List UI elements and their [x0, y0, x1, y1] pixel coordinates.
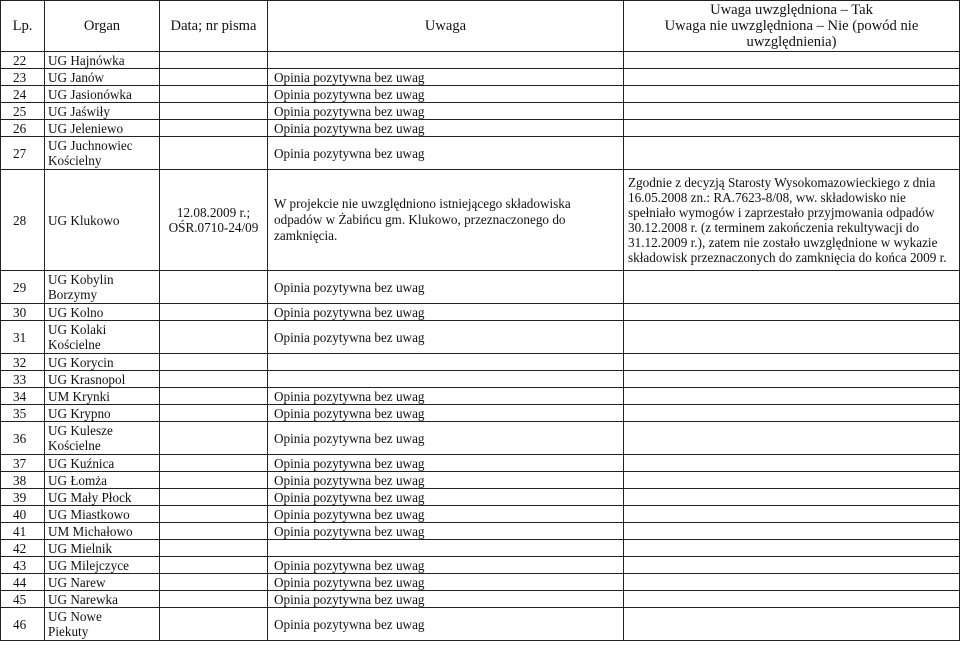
table-row — [1, 354, 960, 371]
cell-lp: 44 — [1, 574, 45, 591]
cell-decision — [624, 388, 960, 405]
cell-data — [160, 271, 268, 304]
cell-uwaga: Opinia pozytywna bez uwag — [268, 405, 624, 422]
cell-data — [160, 354, 268, 371]
cell-uwaga: Opinia pozytywna bez uwag — [268, 422, 624, 455]
cell-uwaga: Opinia pozytywna bez uwag — [268, 574, 624, 591]
cell-data — [160, 69, 268, 86]
cell-lp: 30 — [1, 304, 45, 321]
cell-lp: 35 — [1, 405, 45, 422]
cell-data — [160, 52, 268, 69]
header-decision-line1: Uwaga uwzględniona – Tak — [710, 2, 873, 18]
table-body — [1, 52, 960, 641]
cell-decision — [624, 321, 960, 354]
table-row — [1, 170, 960, 271]
cell-decision — [624, 557, 960, 574]
table-row — [1, 321, 960, 354]
cell-uwaga: Opinia pozytywna bez uwag — [268, 69, 624, 86]
cell-decision — [624, 489, 960, 506]
data-line2: OŚR.0710-24/09 — [168, 220, 259, 235]
table-row — [1, 557, 960, 574]
cell-data — [160, 120, 268, 137]
header-row — [1, 1, 960, 52]
table-row — [1, 271, 960, 304]
cell-uwaga: Opinia pozytywna bez uwag — [268, 591, 624, 608]
table-row — [1, 591, 960, 608]
cell-uwaga: Opinia pozytywna bez uwag — [268, 271, 624, 304]
cell-organ: UG Kuźnica — [45, 455, 160, 472]
header-data: Data; nr pisma — [160, 1, 268, 52]
table-row — [1, 371, 960, 388]
cell-data — [160, 455, 268, 472]
table-row — [1, 523, 960, 540]
cell-decision — [624, 304, 960, 321]
cell-uwaga: Opinia pozytywna bez uwag — [268, 506, 624, 523]
cell-lp: 25 — [1, 103, 45, 120]
cell-organ — [45, 271, 160, 304]
cell-decision — [624, 371, 960, 388]
cell-lp: 46 — [1, 608, 45, 641]
cell-uwaga: Opinia pozytywna bez uwag — [268, 472, 624, 489]
cell-organ: UG Jasionówka — [45, 86, 160, 103]
organ-line2: Kościelne — [48, 337, 101, 352]
table-row — [1, 489, 960, 506]
cell-organ: UG Milejczyce — [45, 557, 160, 574]
cell-data — [160, 557, 268, 574]
table-row — [1, 304, 960, 321]
cell-decision — [624, 86, 960, 103]
cell-organ: UG Krypno — [45, 405, 160, 422]
cell-organ: UG Klukowo — [45, 170, 160, 271]
cell-organ: UM Krynki — [45, 388, 160, 405]
cell-decision — [624, 523, 960, 540]
cell-lp: 45 — [1, 591, 45, 608]
cell-organ: UG Korycin — [45, 354, 160, 371]
cell-uwaga — [268, 52, 624, 69]
cell-data — [160, 388, 268, 405]
cell-lp: 42 — [1, 540, 45, 557]
cell-data — [160, 304, 268, 321]
organ-line2: Borzymy — [48, 287, 98, 302]
cell-uwaga — [268, 540, 624, 557]
header-lp: Lp. — [1, 1, 45, 52]
cell-decision — [624, 422, 960, 455]
cell-lp: 28 — [1, 170, 45, 271]
cell-lp: 22 — [1, 52, 45, 69]
cell-decision: Zgodnie z decyzją Starosty Wysokomazowieckiego z dnia 16.05.2008 zn.: RA.7623-8/08, ww. składowisko nie spełniało wymogów i zaprzestało przyjmowania odpadów 30.12.2008 r. (z terminem zakończenia rekultywacji do 31.12.2009 r.), zatem nie zostało uwzględnione w wykazie składowisk przeznaczonych do zamknięcia do końca 2009 r. — [624, 170, 960, 271]
table-row — [1, 472, 960, 489]
cell-decision — [624, 540, 960, 557]
cell-data — [160, 321, 268, 354]
cell-lp: 29 — [1, 271, 45, 304]
table-row — [1, 86, 960, 103]
cell-data — [160, 86, 268, 103]
cell-organ: UG Kolno — [45, 304, 160, 321]
cell-organ — [45, 608, 160, 641]
table-row — [1, 574, 960, 591]
table-row — [1, 506, 960, 523]
table-row — [1, 608, 960, 641]
organ-line1: UG Kulesze — [48, 423, 113, 438]
cell-data — [160, 608, 268, 641]
cell-organ — [45, 321, 160, 354]
cell-decision — [624, 608, 960, 641]
organ-line2: Piekuty — [48, 624, 89, 639]
cell-organ: UG Mały Płock — [45, 489, 160, 506]
cell-data — [160, 422, 268, 455]
table-row — [1, 52, 960, 69]
cell-data — [160, 405, 268, 422]
cell-organ — [45, 137, 160, 170]
cell-uwaga — [268, 371, 624, 388]
cell-lp: 27 — [1, 137, 45, 170]
table-row — [1, 103, 960, 120]
cell-decision — [624, 103, 960, 120]
cell-lp: 37 — [1, 455, 45, 472]
cell-decision — [624, 506, 960, 523]
cell-lp: 41 — [1, 523, 45, 540]
cell-organ: UG Narewka — [45, 591, 160, 608]
table-row — [1, 388, 960, 405]
header-decision-line2: Uwaga nie uwzględniona – Nie (powód nie uwzględnienia) — [664, 18, 919, 50]
cell-organ: UG Krasnopol — [45, 371, 160, 388]
data-line1: 12.08.2009 r.; — [176, 205, 251, 220]
cell-uwaga: Opinia pozytywna bez uwag — [268, 557, 624, 574]
cell-data — [160, 371, 268, 388]
cell-data — [160, 170, 268, 271]
cell-uwaga: Opinia pozytywna bez uwag — [268, 120, 624, 137]
cell-uwaga: Opinia pozytywna bez uwag — [268, 388, 624, 405]
cell-data — [160, 506, 268, 523]
cell-organ: UG Łomża — [45, 472, 160, 489]
table-row — [1, 69, 960, 86]
cell-decision — [624, 69, 960, 86]
cell-decision — [624, 455, 960, 472]
cell-organ: UG Janów — [45, 69, 160, 86]
organ-line1: UG Nowe — [48, 609, 102, 624]
header-uwaga: Uwaga — [268, 1, 624, 52]
cell-uwaga: Opinia pozytywna bez uwag — [268, 523, 624, 540]
organ-line1: UG Kolaki — [48, 322, 107, 337]
organ-line1: UG Kobylin — [48, 272, 114, 287]
cell-uwaga: Opinia pozytywna bez uwag — [268, 86, 624, 103]
cell-data — [160, 137, 268, 170]
cell-uwaga: Opinia pozytywna bez uwag — [268, 455, 624, 472]
table-row — [1, 137, 960, 170]
cell-data — [160, 472, 268, 489]
cell-organ: UG Jeleniewo — [45, 120, 160, 137]
cell-uwaga: Opinia pozytywna bez uwag — [268, 489, 624, 506]
cell-decision — [624, 574, 960, 591]
cell-data — [160, 103, 268, 120]
cell-organ — [45, 422, 160, 455]
cell-uwaga: Opinia pozytywna bez uwag — [268, 608, 624, 641]
cell-lp: 40 — [1, 506, 45, 523]
cell-uwaga — [268, 354, 624, 371]
table-row — [1, 120, 960, 137]
cell-lp: 43 — [1, 557, 45, 574]
cell-uwaga: Opinia pozytywna bez uwag — [268, 103, 624, 120]
cell-lp: 38 — [1, 472, 45, 489]
cell-data — [160, 489, 268, 506]
cell-uwaga: Opinia pozytywna bez uwag — [268, 321, 624, 354]
table-row — [1, 405, 960, 422]
cell-data — [160, 591, 268, 608]
cell-lp: 31 — [1, 321, 45, 354]
cell-organ: UG Jaświły — [45, 103, 160, 120]
cell-decision — [624, 591, 960, 608]
table-row — [1, 422, 960, 455]
cell-decision — [624, 52, 960, 69]
cell-uwaga: W projekcie nie uwzględniono istniejącego składowiska odpadów w Żabińcu gm. Klukowo, przeznaczonego do zamknięcia. — [268, 170, 624, 271]
cell-decision — [624, 271, 960, 304]
table-row — [1, 540, 960, 557]
cell-lp: 26 — [1, 120, 45, 137]
table-row — [1, 455, 960, 472]
cell-lp: 39 — [1, 489, 45, 506]
cell-lp: 34 — [1, 388, 45, 405]
cell-organ: UM Michałowo — [45, 523, 160, 540]
cell-decision — [624, 137, 960, 170]
header-decision — [624, 1, 960, 52]
cell-lp: 32 — [1, 354, 45, 371]
cell-organ: UG Mielnik — [45, 540, 160, 557]
organ-line2: Kościelny — [48, 153, 102, 168]
cell-organ: UG Hajnówka — [45, 52, 160, 69]
cell-decision — [624, 472, 960, 489]
cell-decision — [624, 405, 960, 422]
header-organ: Organ — [45, 1, 160, 52]
cell-lp: 24 — [1, 86, 45, 103]
cell-uwaga: Opinia pozytywna bez uwag — [268, 304, 624, 321]
cell-decision — [624, 120, 960, 137]
cell-lp: 33 — [1, 371, 45, 388]
cell-data — [160, 523, 268, 540]
cell-lp: 36 — [1, 422, 45, 455]
cell-data — [160, 574, 268, 591]
cell-organ: UG Miastkowo — [45, 506, 160, 523]
organ-line2: Kościelne — [48, 438, 101, 453]
organ-line1: UG Juchnowiec — [48, 138, 133, 153]
cell-decision — [624, 354, 960, 371]
cell-organ: UG Narew — [45, 574, 160, 591]
cell-data — [160, 540, 268, 557]
cell-lp: 23 — [1, 69, 45, 86]
cell-uwaga: Opinia pozytywna bez uwag — [268, 137, 624, 170]
